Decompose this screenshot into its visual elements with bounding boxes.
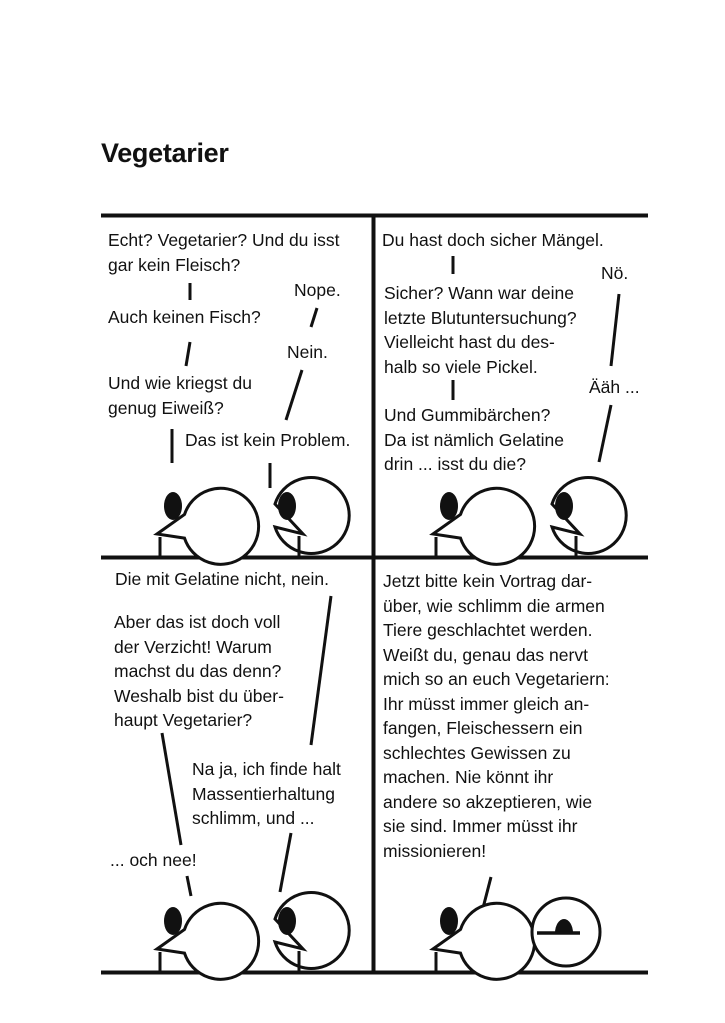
speech-pointer (162, 733, 181, 845)
speech-text: Sicher? Wann war deine letzte Blutuntersuchung? Vielleicht hast du des- halb so viele Pickel. (384, 283, 577, 377)
speech-text: Und Gummibärchen? Da ist nämlich Gelatine drin ... isst du die? (384, 405, 564, 474)
character-right-p4-annoyed (532, 898, 600, 966)
speech-text: Nope. (294, 280, 341, 300)
speech-pointer (611, 294, 619, 366)
speech-text: Du hast doch sicher Mängel. (382, 230, 604, 250)
speech-text: Auch keinen Fisch? (108, 307, 261, 327)
speech-text: Die mit Gelatine nicht, nein. (115, 569, 329, 589)
speech-pointer (311, 308, 317, 327)
speech-text: Aber das ist doch voll der Verzicht! Warum machst du das denn? Weshalb bist du über- haupt Vegetarier? (114, 612, 284, 730)
speech-text: Na ja, ich finde halt Massentierhaltung schlimm, und ... (192, 759, 341, 828)
character-left-p2 (433, 488, 535, 564)
speech-text: Jetzt bitte kein Vortrag dar- über, wie schlimm die armen Tiere geschlachtet werden. Weißt du, genau das nervt mich so an euch Vegetariern: Ihr müsst immer gleich an- fangen, Fleischessern ein schlechtes Gewissen zu machen. Nie könnt ihr andere so akzeptieren, wie sie sind. Immer müsst ihr missionieren! (383, 571, 610, 861)
character-left-p1 (157, 488, 259, 564)
speech-text: Ääh ... (589, 377, 640, 397)
character-right-p2 (552, 478, 626, 556)
speech-text: ... och nee! (110, 850, 197, 870)
character-right-p1 (275, 478, 349, 556)
character-right-p3 (275, 893, 349, 971)
speech-text: Nein. (287, 342, 328, 362)
speech-pointer (311, 596, 331, 745)
speech-pointer (599, 405, 611, 462)
speech-pointer (280, 833, 291, 892)
page-title: Vegetarier (101, 138, 229, 168)
speech-text: Nö. (601, 263, 629, 283)
speech-text: Und wie kriegst du genug Eiweiß? (108, 373, 252, 418)
speech-pointer (186, 342, 190, 366)
speech-pointer (187, 876, 191, 896)
speech-text: Echt? Vegetarier? Und du isst gar kein Fleisch? (108, 230, 340, 275)
speech-pointer (286, 370, 302, 420)
speech-text: Das ist kein Problem. (185, 430, 351, 450)
character-left-p3 (157, 903, 259, 979)
character-left-p4 (433, 903, 535, 979)
